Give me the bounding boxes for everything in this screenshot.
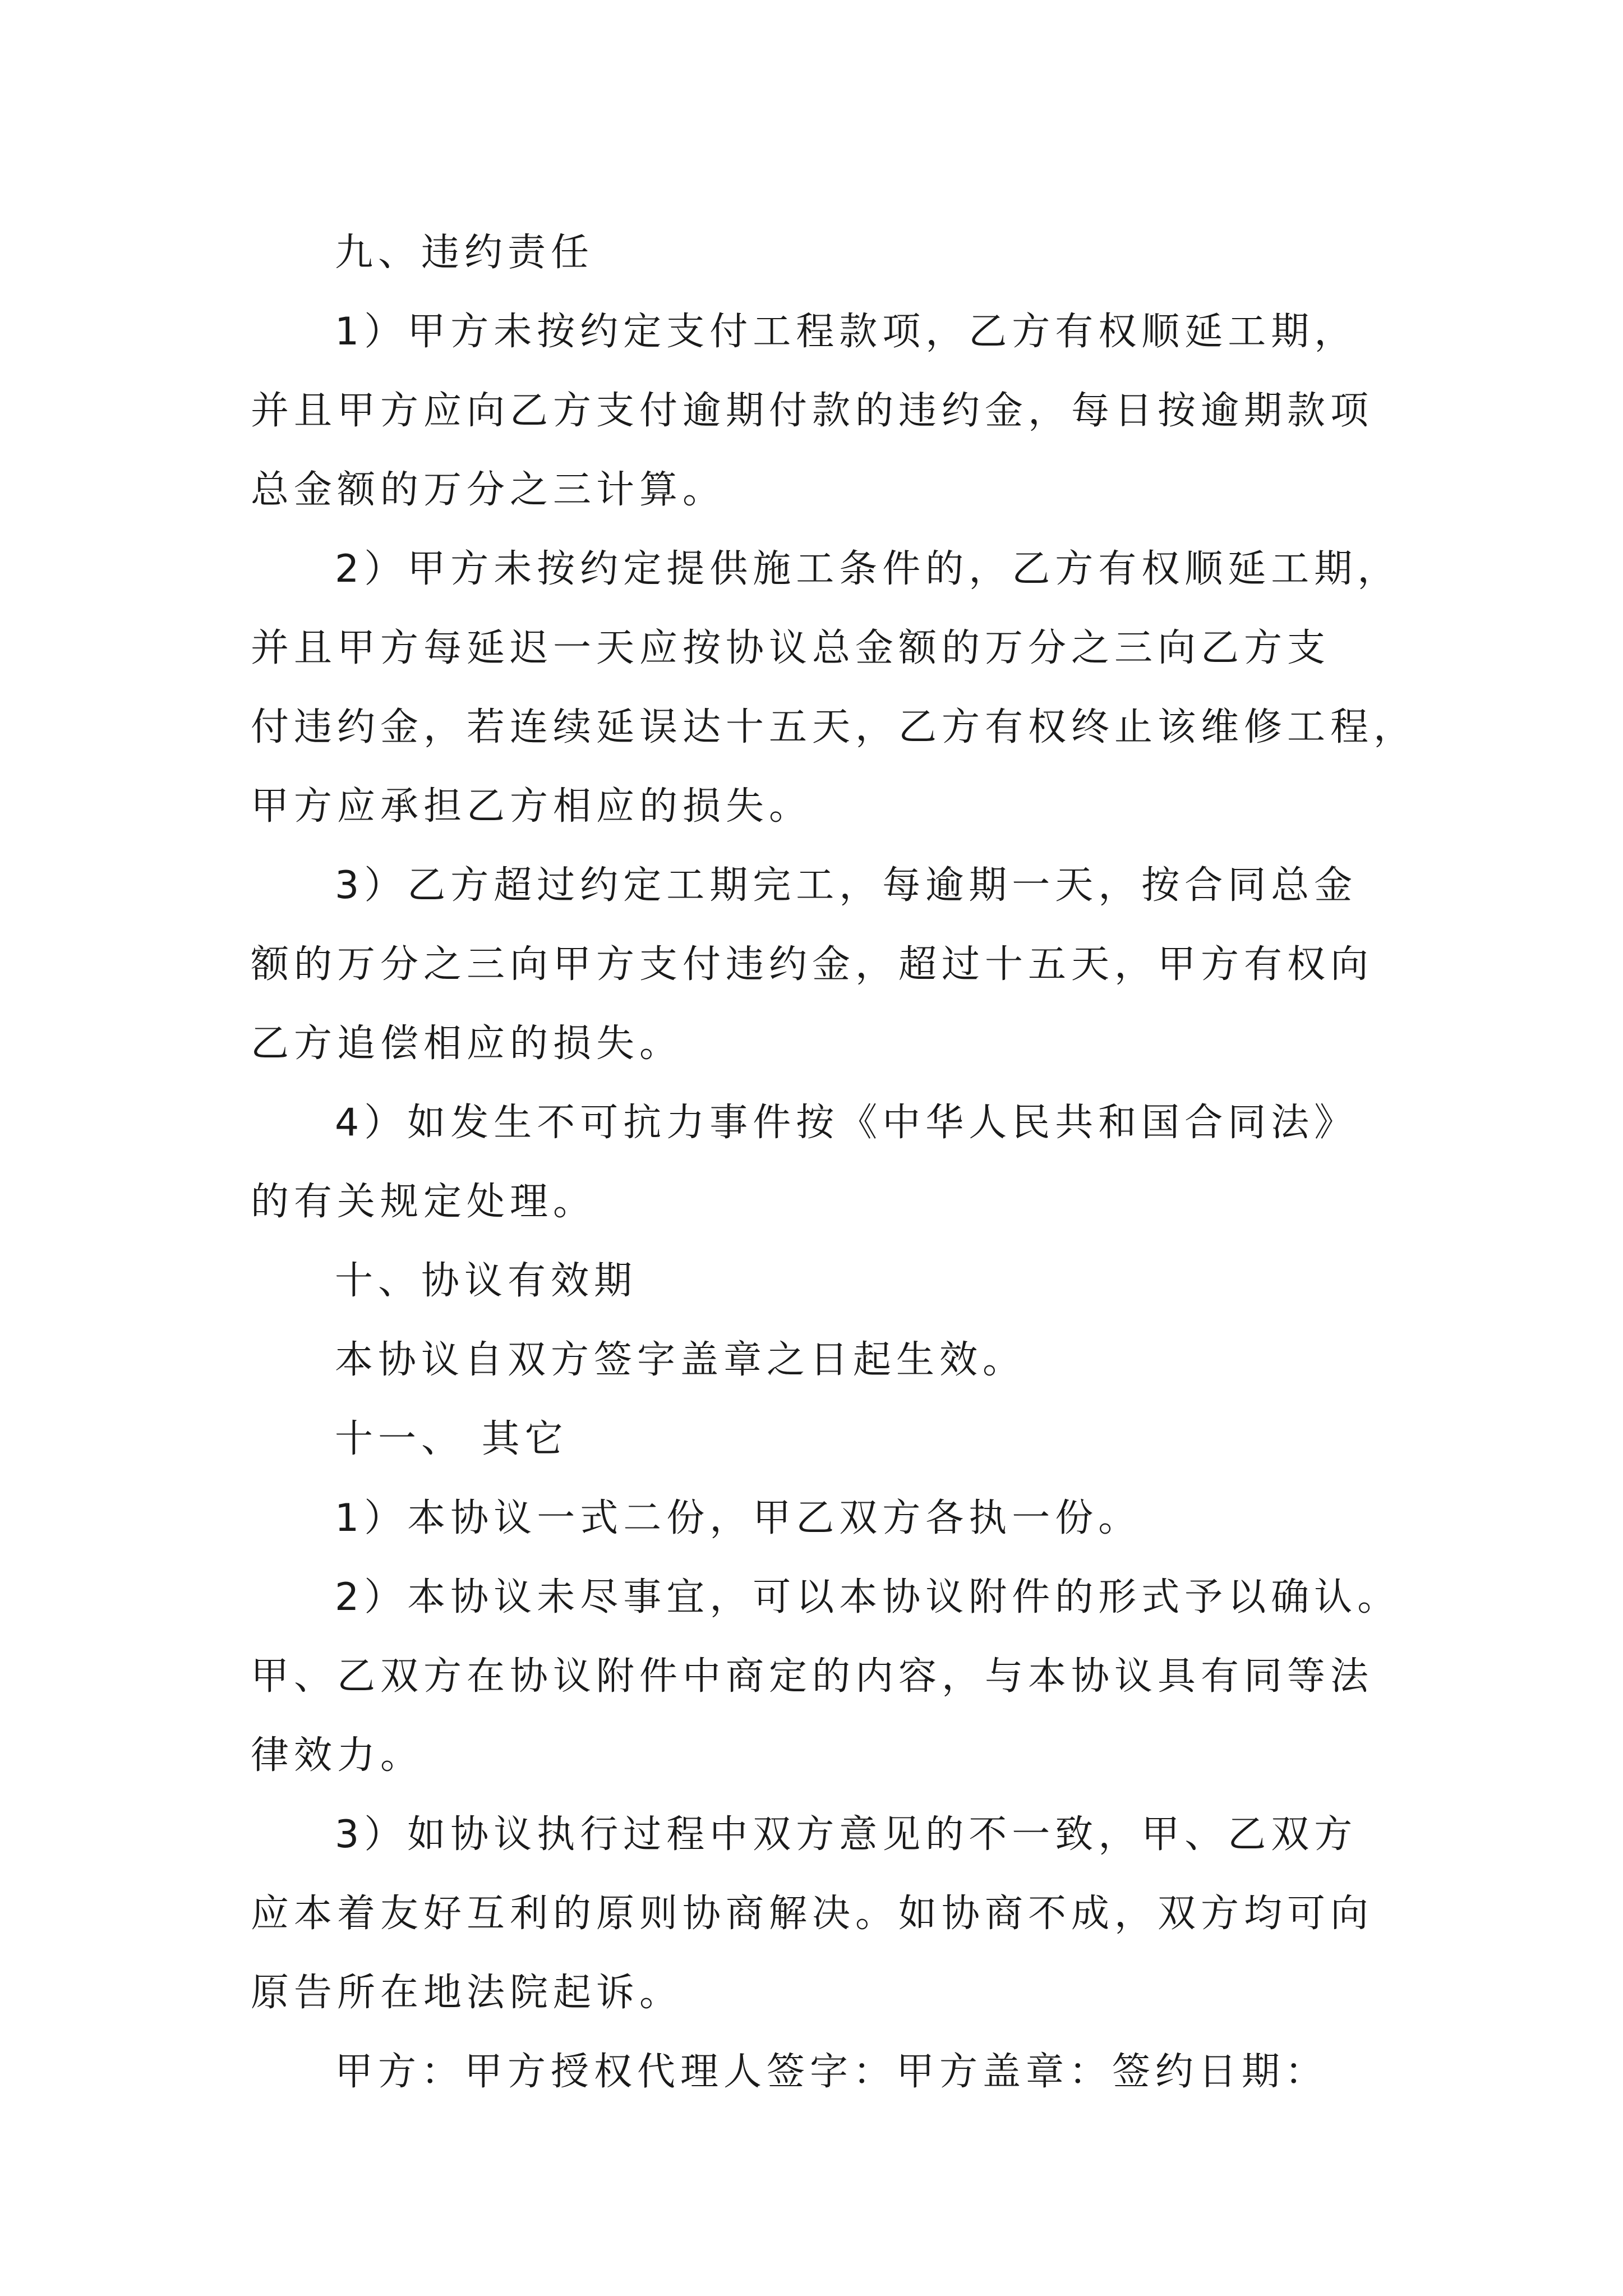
section-heading-validity: 十、协议有效期	[335, 1259, 638, 1303]
clause-9-2-line-1: 2）甲方未按约定提供施工条件的，乙方有权顺延工期，	[335, 547, 1401, 591]
clause-9-2-line-3: 付违约金，若连续延误达十五天，乙方有权终止该维修工程，	[251, 705, 1417, 749]
clause-11-2-line-3: 律效力。	[251, 1733, 424, 1778]
clause-9-3-line-2: 额的万分之三向甲方支付违约金，超过十五天，甲方有权向	[251, 942, 1374, 987]
clause-9-2-line-4: 甲方应承担乙方相应的损失。	[251, 784, 813, 829]
clause-9-2-line-2: 并且甲方每延迟一天应按协议总金额的万分之三向乙方支	[251, 626, 1331, 670]
clause-11-3-line-1: 3）如协议执行过程中双方意见的不一致，甲、乙双方	[335, 1812, 1358, 1857]
clause-11-1-line-1: 1）本协议一式二份，甲乙双方各执一份。	[335, 1496, 1142, 1540]
clause-11-3-line-3: 原告所在地法院起诉。	[251, 1971, 683, 2015]
document-body	[251, 213, 1417, 2111]
section-heading-other: 十一、 其它	[335, 1417, 568, 1461]
clause-9-1-line-2: 并且甲方应向乙方支付逾期付款的违约金，每日按逾期款项	[251, 389, 1374, 433]
clause-9-3-line-1: 3）乙方超过约定工期完工，每逾期一天，按合同总金	[335, 863, 1358, 908]
clause-9-4-line-1: 4）如发生不可抗力事件按《中华人民共和国合同法》	[335, 1101, 1358, 1145]
clause-9-4-line-2: 的有关规定处理。	[251, 1180, 597, 1224]
signature-line: 甲方：甲方授权代理人签字：甲方盖章：签约日期：	[335, 2050, 1329, 2094]
clause-9-1-line-3: 总金额的万分之三计算。	[251, 468, 726, 512]
clause-11-3-line-2: 应本着友好互利的原则协商解决。如协商不成，双方均可向	[251, 1892, 1374, 1936]
section-heading-breach-liability: 九、违约责任	[335, 231, 594, 275]
clause-11-2-line-1: 2）本协议未尽事宜，可以本协议附件的形式予以确认。	[335, 1575, 1401, 1619]
clause-9-1-line-1: 1）甲方未按约定支付工程款项，乙方有权顺延工期，	[335, 310, 1358, 354]
clause-9-3-line-3: 乙方追偿相应的损失。	[251, 1022, 683, 1066]
clause-11-2-line-2: 甲、乙双方在协议附件中商定的内容，与本协议具有同等法	[251, 1654, 1374, 1699]
clause-10-line-1: 本协议自双方签字盖章之日起生效。	[335, 1338, 1026, 1382]
